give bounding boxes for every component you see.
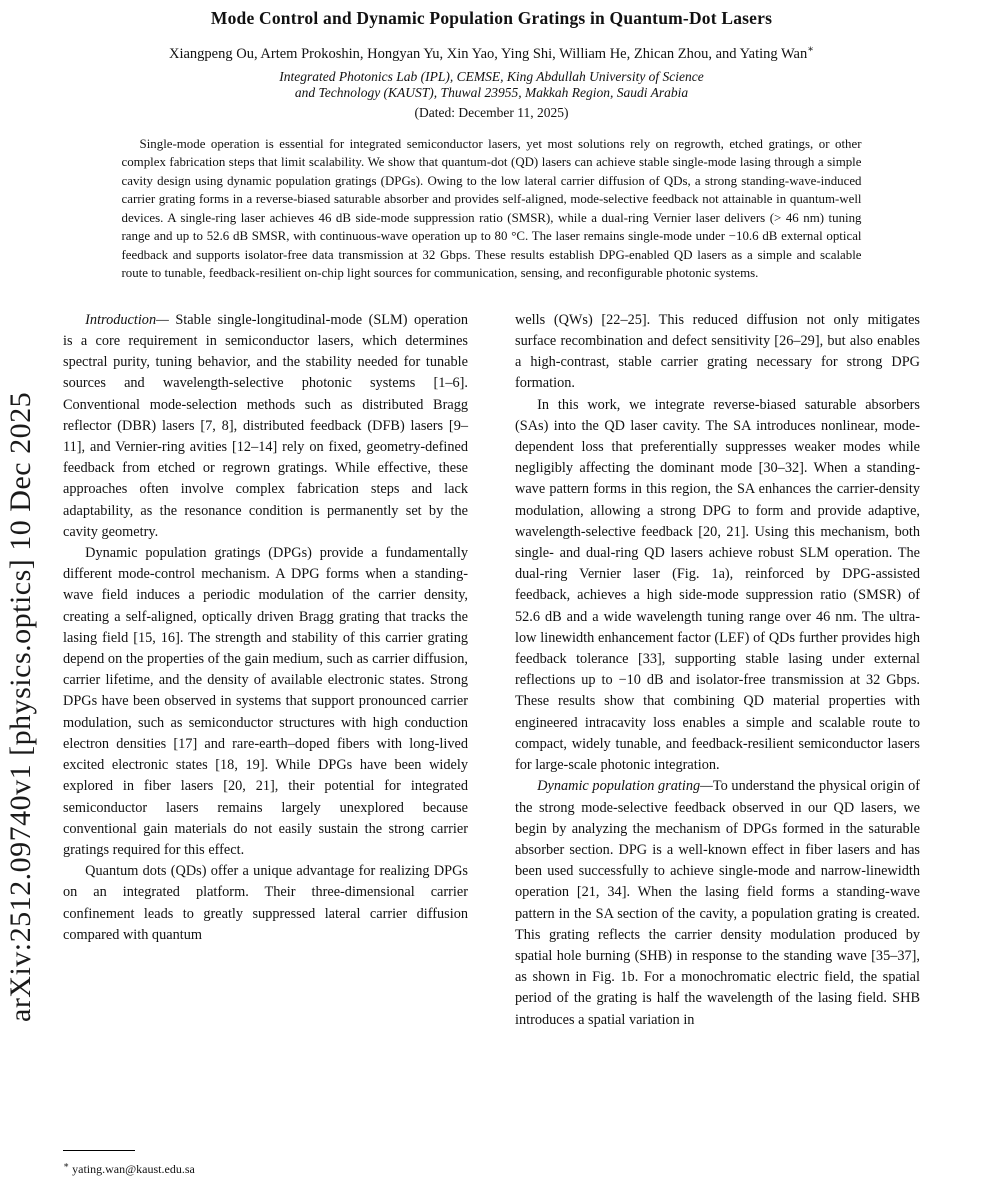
paragraph-qw-continuation: wells (QWs) [22–25]. This reduced diffusion not only mitigates surface recombination and defect sensitivity [26–29], but also enables a high-contrast, stable carrier grating necessary for strong DPG formation.: [515, 311, 920, 392]
column-right: [515, 310, 920, 1031]
paragraph-introduction: [63, 310, 468, 543]
paper-title: Mode Control and Dynamic Population Gratings in Quantum-Dot Lasers: [210, 8, 773, 28]
footnote-block: [63, 1150, 468, 1177]
dateline: (Dated: December 11, 2025): [414, 104, 569, 120]
paragraph-this-work: In this work, we integrate reverse-biased saturable absorbers (SAs) into the QD laser cavity. The SA introduces nonlinear, mode-dependent loss that preferentially suppresses weaker modes while negligibly affecting the dominant mode [30–32]. When a standing-wave pattern forms in this region, the SA enhances the carrier-density modulation, allowing a strong DPG to form and provide adaptive, wavelength-selective feedback [20, 21]. Using this mechanism, both single- and dual-ring QD lasers achieve robust SLM operation. The dual-ring Vernier laser (Fig. 1a), reinforced by DPG-assisted feedback, achieves a high side-mode suppression ratio (SMSR) of 52.6 dB and a wide wavelength tuning range over 46 nm. The ultra-low linewidth enhancement factor (LEF) of QDs further provides high feedback tolerance [33], supporting stable lasing under external reflections up to −10 dB and isolator-free transmission at 32 Gbps. These results show that combining QD material properties with engineered intracavity loss enables a simple and scalable route to compact, widely tunable, and feedback-resilient semiconductor lasers for large-scale photonic integration.: [515, 396, 920, 774]
author-footnote-mark: ∗: [807, 44, 815, 55]
footnote-marker: ∗: [63, 1160, 70, 1170]
affiliation-line-1: Integrated Photonics Lab (IPL), CEMSE, King Abdullah University of Science: [279, 68, 704, 84]
arxiv-watermark: arXiv:2512.09740v1 [physics.optics] 10 Dec 2025: [4, 391, 37, 1022]
affiliation-line-2: and Technology (KAUST), Thuwal 23955, Makkah Region, Saudi Arabia: [294, 85, 689, 101]
paper-content: [63, 0, 920, 1031]
two-column-body: [63, 310, 920, 1031]
abstract: Single-mode operation is essential for integrated semiconductor lasers, yet most solutions rely on regrowth, etched gratings, or other complex fabrication steps that limit scalability. We show that quantum-dot (QD) lasers can achieve stable single-mode lasing through a simple cavity design using dynamic population gratings (DPGs). Owing to the low lateral carrier diffusion of QDs, a strong standing-wave-induced carrier grating forms in a reverse-biased saturable absorber and provides self-aligned, mode-selective feedback not attainable in quantum-well devices. A single-ring laser achieves 46 dB side-mode suppression ratio (SMSR), while a dual-ring Vernier laser delivers (> 46 nm) tuning range and up to 52.6 dB SMSR, with continuous-wave operation up to 80 °C. The laser remains single-mode under −10.6 dB external optical feedback and supports isolator-free data transmission at 32 Gbps. These results establish DPG-enabled QD lasers as a simple and scalable route to tunable, feedback-resilient on-chip light sources for communication, sensing, and reconfigurable photonic systems.: [121, 136, 862, 281]
section-lead-introduction: Introduction—: [85, 311, 169, 328]
authors-line: [63, 44, 920, 63]
paragraph-dpg-overview: Dynamic population gratings (DPGs) provide a fundamentally different mode-control mechanism. A DPG forms when a standing-wave field induces a periodic modulation of the carrier density, creating a self-aligned, optically driven Bragg grating that tracks the lasing field [15, 16]. The strength and stability of this carrier grating depend on the properties of the gain medium, such as carrier diffusion, carrier lifetime, and the density of available electronic states. Strong DPGs have been observed in systems that support pronounced carrier modulation, such as semiconductor structures with high conduction electron densities [17] and rare-earth–doped fibers with long-lived excited electronic states [18, 19]. While DPGs have been widely explored in fiber lasers [20, 21], their potential for integrated semiconductor lasers remains largely unexplored because conventional gain materials do not easily sustain the strong carrier gratings required for this effect.: [63, 545, 468, 858]
authors-text: Xiangpeng Ou, Artem Prokoshin, Hongyan Yu, Xin Yao, Ying Shi, William He, Zhican Zhou, and Yating Wan: [168, 45, 808, 62]
footnote: [63, 1160, 468, 1177]
affiliation: [63, 69, 920, 102]
paragraph-text: Stable single-longitudinal-mode (SLM) operation is a core requirement in semiconductor lasers, which determines spectral purity, tuning behavior, and the stability needed for tunable sources and wavelength-selective photonic systems [1–6]. Conventional mode-selection methods such as distributed Bragg reflector (DBR) lasers [7, 8], distributed feedback (DFB) lasers [9–11], and Vernier-ring avities [12–14] rely on fixed, geometry-defined feedback from etched or regrown gratings. While effective, these approaches often involve complex fabrication steps and lack adaptability, as the resonance condition is permanently set by the cavity geometry.: [63, 311, 468, 540]
paragraph-dynamic-population-grating: [515, 776, 920, 1030]
paragraph-text: To understand the physical origin of the strong mode-selective feedback observed in our QD lasers, we begin by analyzing the mechanism of DPGs formed in the saturable absorber section. DPG is a well-known effect in fiber lasers and has been used successfully to achieve single-mode and narrow-linewidth operation [21, 34]. When the lasing field forms a standing-wave pattern in the SA section of the cavity, a population grating is created. This grating reflects the carrier density modulation produced by spatial hole burning (SHB) in response to the standing wave [35–37], as shown in Fig. 1b. For a monochromatic electric field, the spatial period of the grating is half the wavelength of the lasing field. SHB introduces a spatial variation in: [515, 778, 920, 1028]
paragraph-qd-advantage: Quantum dots (QDs) offer a unique advantage for realizing DPGs on an integrated platform. Their three-dimensional carrier confinement leads to greatly suppressed lateral carrier diffusion compared with quantum: [63, 863, 468, 943]
column-left: [63, 310, 468, 1031]
footnote-email: yating.wan@kaust.edu.sa: [72, 1162, 195, 1176]
section-lead-dpg: Dynamic population grating—: [537, 778, 713, 795]
footnote-rule: [63, 1150, 135, 1151]
